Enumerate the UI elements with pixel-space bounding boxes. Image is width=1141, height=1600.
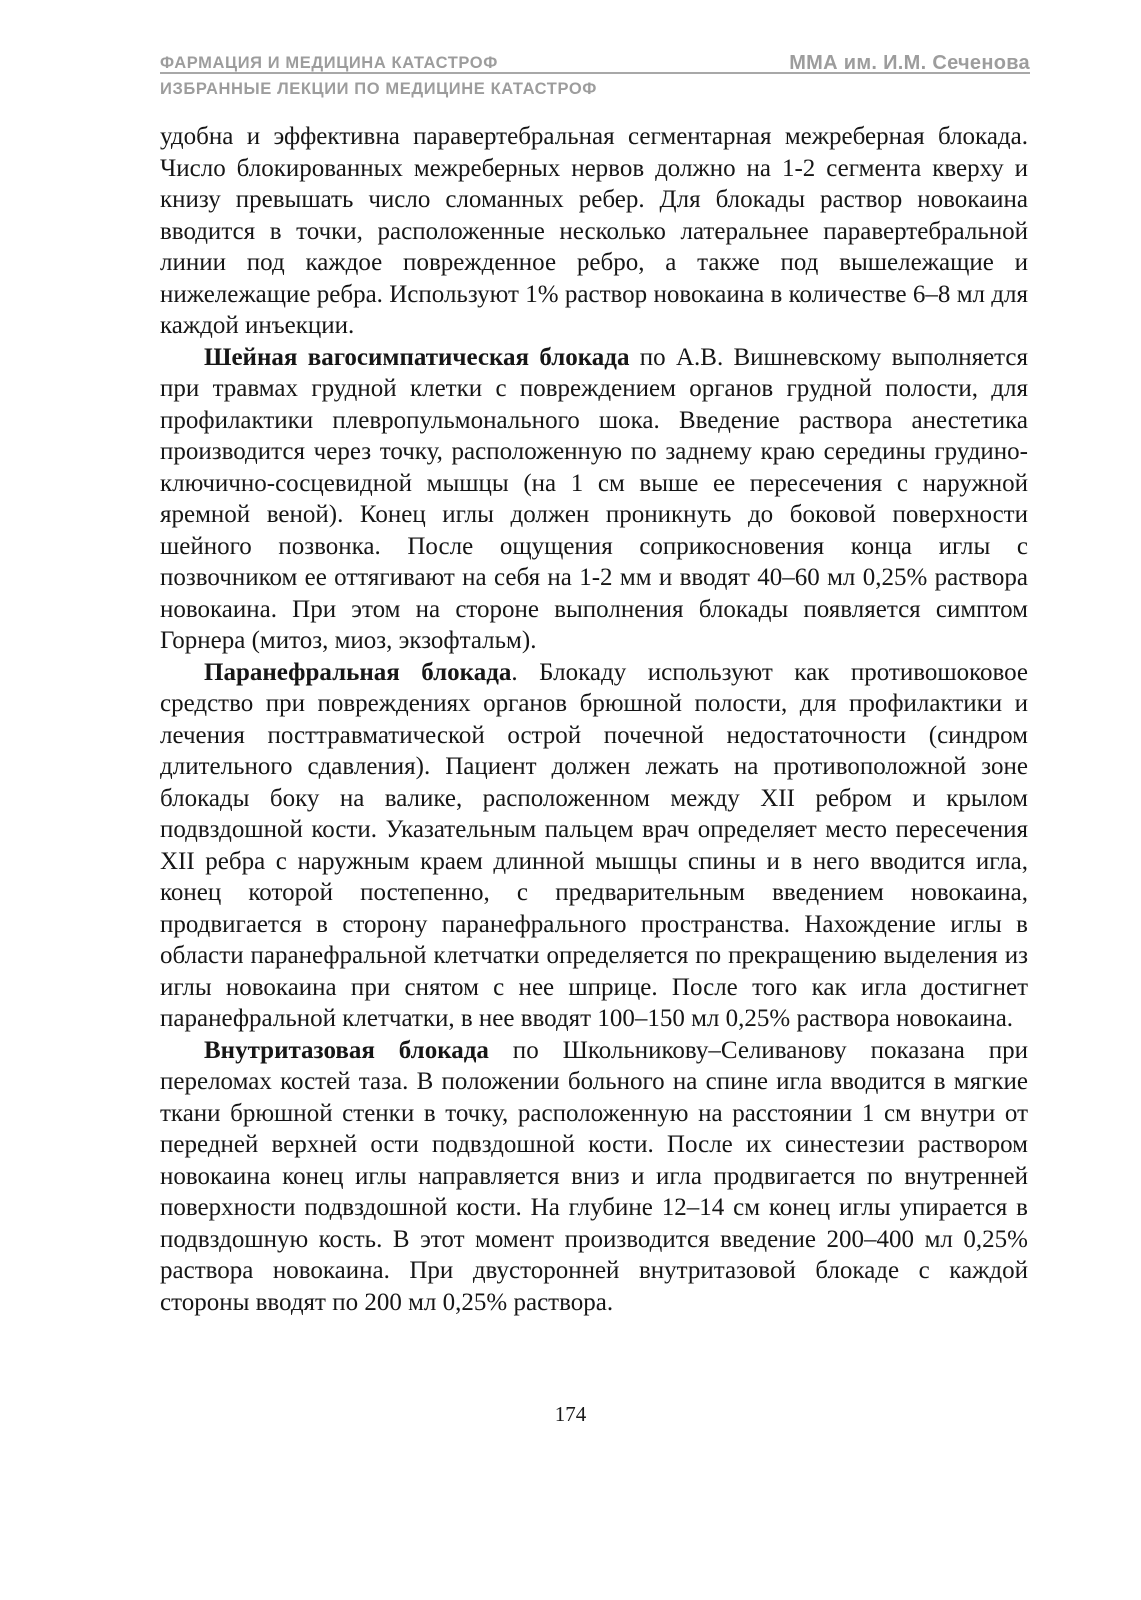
header-top-row [160, 52, 1030, 74]
header-series-title: ИЗБРАННЫЕ ЛЕКЦИИ ПО МЕДИЦИНЕ КАТАСТРОФ [160, 80, 597, 98]
paragraph-text: по А.В. Вишневскому выполняется при травмах грудной клетки с повреждением органов грудной полости, для профилактики плевропульмонального шока. Введение раствора анестетика производится через точку, расположенную по заднему краю середины грудино-ключично-сосцевидной мышцы (на 1 см выше ее пересечения с наружной яремной веной). Конец иглы должен проникнуть до боковой поверхности шейного позвонка. После ощущения соприкосновения конца иглы с позвочником ее оттягивают на себя на 1-2 мм и вводят 40–60 мл 0,25% раствора новокаина. При этом на стороне выполнения блокады появляется симптом Горнера (митоз, миоз, экзофтальм). [160, 343, 1029, 654]
main-text [160, 121, 1028, 1318]
header-book-title: ФАРМАЦИЯ И МЕДИЦИНА КАТАСТРОФ [160, 54, 498, 72]
header-publisher: ММА им. И.М. Сеченова [789, 52, 1030, 74]
paragraph-text: удобна и эффективна паравертебральная сегментарная межреберная блокада. Число блокированных межреберных нервов должно на 1-2 сегмента кверху и книзу превышать число сломанных ребер. Для блокады раствор новокаина вводится в точки, расположенные несколько латеральнее паравертебральной линии под каждое поврежденное ребро, а также под вышележащие и нижележащие ребра. Используют 1% раствор новокаина в количестве 6–8 мл для каждой инъекции. [160, 123, 1028, 339]
paragraph-lead-term: Паранефральная блокада [204, 658, 512, 686]
header-bottom-row [160, 78, 1030, 100]
paragraph-lead-term: Шейная вагосимпатическая блокада [204, 343, 630, 371]
paragraph-intrapelvic-block [160, 1035, 1028, 1319]
paragraph-lead-term: Внутритазовая блокада [204, 1036, 489, 1064]
paragraph-paranephral-block [160, 657, 1028, 1035]
paragraph-vagosympathetic-block [160, 342, 1028, 657]
paragraph-continuation [160, 121, 1028, 342]
running-header [160, 52, 1030, 106]
page-number: 174 [554, 1402, 587, 1426]
paragraph-text: по Школьникову–Селиванову показана при переломах костей таза. В положении больного на спине игла вводится в мягкие ткани брюшной стенки в точку, расположенную на расстоянии 1 см внутри от передней верхней ости подвздошной кости. После их синестезии раствором новокаина конец иглы направляется вниз и игла продвигается по внутренней поверхности подвздошной кости. На глубине 12–14 см конец иглы упирается в подвздошную кость. В этот момент производится введение 200–400 мл 0,25% раствора новокаина. При двусторонней внутритазовой блокаде с каждой стороны вводят по 200 мл 0,25% раствора. [160, 1036, 1028, 1316]
paragraph-text: . Блокаду используют как противошоковое средство при повреждениях органов брюшной полости, для профилактики и лечения посттравматической острой почечной недостаточности (синдром длительного сдавления). Пациент должен лежать на противоположной зоне блокады боку на валике, расположенном между XII ребром и крылом подвздошной кости. Указательным пальцем врач определяет место пересечения XII ребра с наружным краем длинной мышцы спины и в него вводится игла, конец которой постепенно, с предварительным введением новокаина, продвигается в сторону паранефрального пространства. Нахождение иглы в области паранефральной клетчатки определяется по прекращению выделения из иглы новокаина при снятом с нее шприце. После того как игла достигнет паранефральной клетчатки, в нее вводят 100–150 мл 0,25% раствора новокаина. [160, 658, 1028, 1032]
